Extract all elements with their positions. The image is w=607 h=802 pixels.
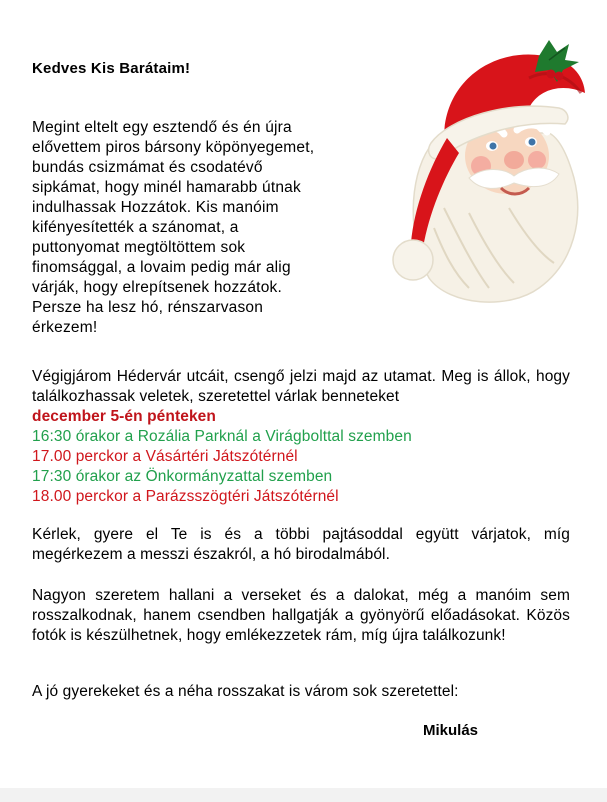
schedule-item: 18.00 perckor a Parázsszögtéri Játszótérnél	[32, 488, 339, 505]
intro-line: finomsággal, a lovaim pedig már alig	[32, 259, 291, 276]
intro-line: várják, hogy elrepítsenek hozzátok.	[32, 279, 282, 296]
intro-line: Persze ha lesz hó, rénszarvason	[32, 299, 264, 316]
letter-greeting: Kedves Kis Barátaim!	[32, 60, 191, 77]
schedule-item: 17.00 perckor a Vásártéri Játszótérnél	[32, 448, 298, 465]
santa-claus-illustration	[389, 38, 589, 310]
intro-line: Megint eltelt egy esztendő és én újra	[32, 119, 292, 136]
page-bottom-strip	[0, 788, 607, 802]
intro-line: kifényesítették a szánomat, a	[32, 219, 239, 236]
closing-paragraph: A jó gyerekeket és a néha rosszakat is várom sok szeretettel:	[32, 683, 459, 700]
schedule-item: 17:30 órakor az Önkormányzattal szemben	[32, 468, 333, 485]
visit-paragraph	[32, 367, 570, 507]
invitation-paragraph: Kérlek, gyere el Te is és a többi pajtásoddal együtt várjatok, míg megérkezem a messzi északról, a hó birodalmából.	[32, 526, 570, 563]
intro-paragraph	[32, 118, 367, 338]
intro-line: puttonyomat megtöltöttem sok	[32, 239, 246, 256]
intro-line: bundás csizmámat és csodatévő	[32, 159, 263, 176]
signature: Mikulás	[423, 722, 479, 739]
intro-line: érkezem!	[32, 319, 98, 336]
event-date: december 5-én pénteken	[32, 408, 216, 425]
intro-line: elővettem piros bársony köpönyegemet,	[32, 139, 315, 156]
intro-line: indulhassak Hozzátok. Kis manóim	[32, 199, 279, 216]
intro-line: sipkámat, hogy minél hamarabb útnak	[32, 179, 301, 196]
schedule-item: 16:30 órakor a Rozália Parknál a Virágbolttal szemben	[32, 428, 412, 445]
performance-paragraph: Nagyon szeretem hallani a verseket és a dalokat, még a manóim sem rosszalkodnak, hanem csendben hallgatják a gyönyörű előadásokat. Közös fotók is készülhetnek, hogy emlékezzetek rám, míg újra találkozunk!	[32, 587, 570, 644]
visit-text: Végigjárom Hédervár utcáit, csengő jelzi majd az utamat. Meg is állok, hogy találkozhassak veletek, szeretettel várlak benneteket	[32, 368, 570, 405]
